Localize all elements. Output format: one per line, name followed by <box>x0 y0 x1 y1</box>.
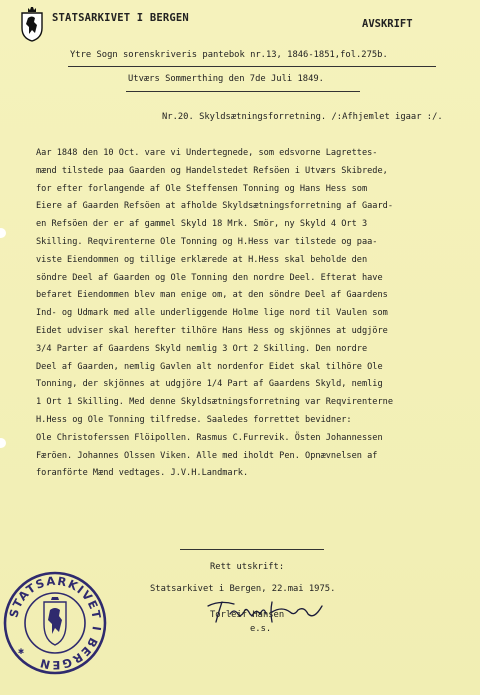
coat-of-arms-icon <box>20 6 44 42</box>
source-reference: Ytre Sogn sorenskriveris pantebok nr.13, 1846-1851,fol.275b. <box>70 50 388 60</box>
case-heading: Nr.20. Skyldsætningsforretning. /:Afhjemlet igaar :/. <box>162 112 443 122</box>
signer-name: Torleif Hansen <box>210 610 285 620</box>
body-line: mænd tilstede paa Gaarden og Handelstedet Refsöen i Utværs Skibrede, <box>36 165 388 176</box>
session-date: Utværs Sommerthing den 7de Juli 1849. <box>128 74 324 84</box>
body-line: Ind- og Udmark med alle underliggende Holme lige nord til Vaulen som <box>36 308 388 319</box>
body-line: Eiere af Gaarden Refsöen at afholde Skyldsætningsforretning af Gaard- <box>36 201 393 212</box>
body-line: for efter forlangende af Ole Steffensen Tonning og Hans Hess som <box>36 183 368 194</box>
body-line: viste Eiendommen og tillige erklærede at H.Hess skal beholde den <box>36 254 368 265</box>
institution-name: STATSARKIVET I BERGEN <box>52 12 189 24</box>
body-line: Ole Christoferssen Flöipollen. Rasmus C.Furrevik. Östen Johannessen <box>36 432 383 443</box>
body-line: en Refsöen der er af gammel Skyld 18 Mrk. Smör, ny Skyld 4 Ort 3 <box>36 219 368 230</box>
body-line: foranförte Mænd vedtages. J.V.H.Landmark. <box>36 468 249 479</box>
certification-place-date: Statsarkivet i Bergen, 22.mai 1975. <box>150 584 336 594</box>
punch-hole <box>0 228 6 238</box>
body-line: befaret Eiendommen blev man enige om, at den söndre Deel af Gaardens <box>36 290 388 301</box>
official-stamp <box>2 570 108 676</box>
body-line: Tonning, der skjönnes at udgjöre 1/4 Part af Gaardens Skyld, nemlig <box>36 379 383 390</box>
body-line: söndre Deel af Gaarden og Ole Tonning den nordre Deel. Efterat have <box>36 272 383 283</box>
svg-text:STATSARKIVET I BERGEN: STATSARKIVET I BERGEN <box>6 573 105 673</box>
divider <box>180 549 324 550</box>
body-line: 1 Ort 1 Skilling. Med denne Skyldsætningsforretning var Reqvirenterne <box>36 397 393 408</box>
signer-title: e.s. <box>250 624 272 634</box>
body-line: 3/4 Parter af Gaardens Skyld nemlig 3 Ort 2 Skilling. Den nordre <box>36 343 368 354</box>
body-line: Eidet udviser skal herefter tilhöre Hans Hess og skjönnes at udgjöre <box>36 325 388 336</box>
punch-hole <box>0 438 6 448</box>
svg-text:✱: ✱ <box>18 646 25 657</box>
body-line: Aar 1848 den 10 Oct. vare vi Undertegnede, som edsvorne Lagrettes- <box>36 148 378 158</box>
document-type: AVSKRIFT <box>362 18 413 30</box>
body-line: Skilling. Reqvirenterne Ole Tonning og H.Hess var tilstede og paa- <box>36 236 378 247</box>
body-line: H.Hess og Ole Tonning tilfredse. Saaledes forrettet bevidner: <box>36 414 352 425</box>
body-line: Deel af Gaarden, nemlig Gavlen alt nordenfor Eidet skal tilhöre Ole <box>36 361 383 372</box>
divider <box>68 66 436 67</box>
document-body <box>36 148 456 486</box>
certification-label: Rett utskrift: <box>210 562 285 572</box>
body-line: Færöen. Johannes Olssen Viken. Alle med iholdt Pen. Opnævnelsen af <box>36 450 378 461</box>
divider <box>126 91 360 92</box>
